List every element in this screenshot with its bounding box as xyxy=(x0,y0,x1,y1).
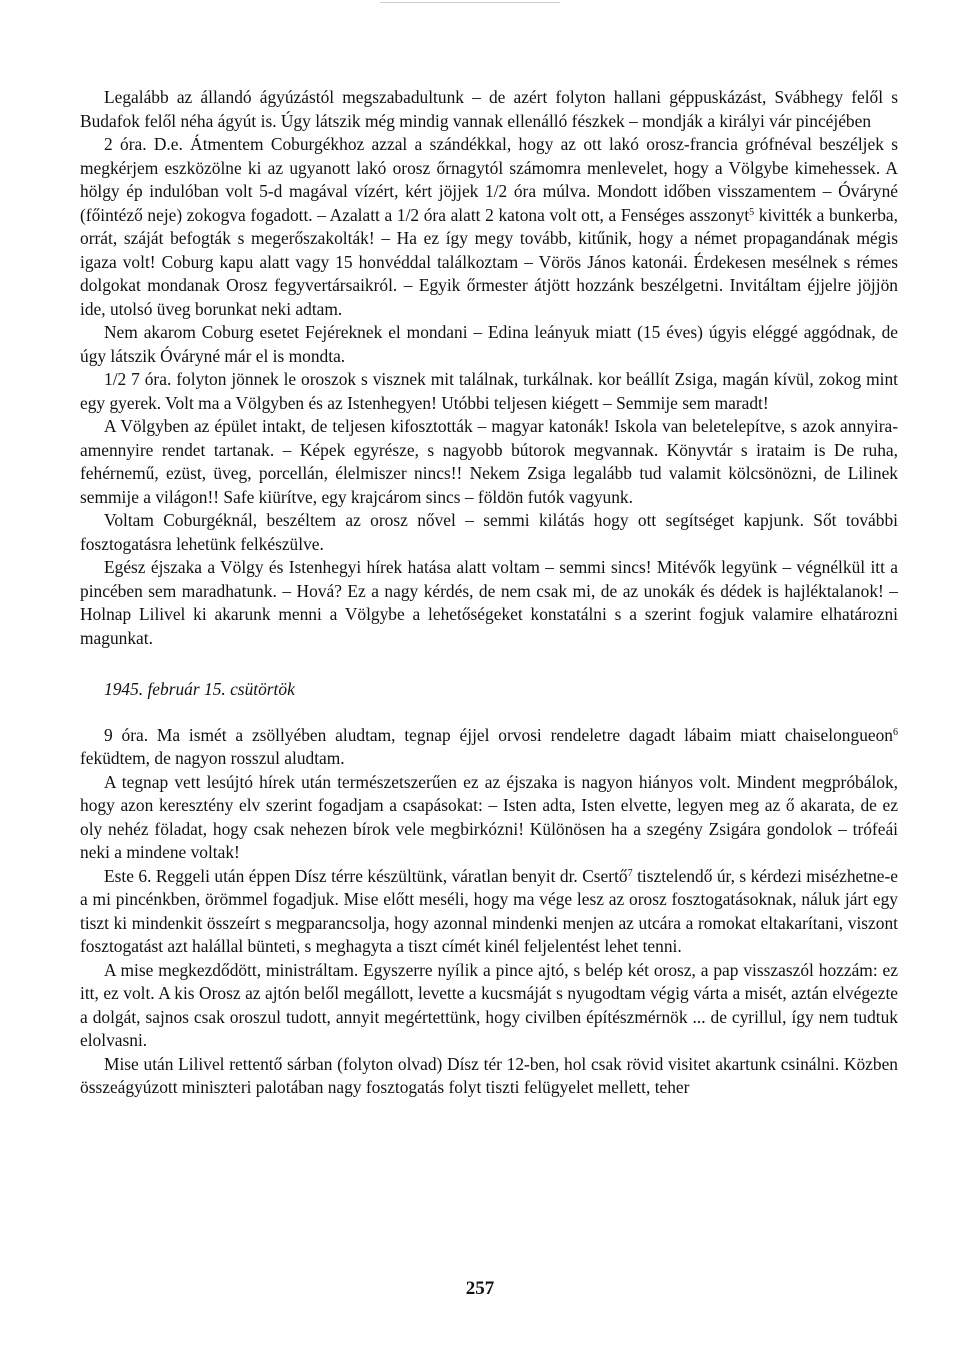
paragraph: A mise megkezdődött, ministráltam. Egyszerre nyílik a pince ajtó, s belép két orosz, a pap visszaszól hozzám: ez itt, ez volt. A kis Orosz az ajtón belől megállott, levette a kucsmáját s nyugodtam végig várta a misét, aztán elvégezte a dolgát, sajnos csak oroszul tudott, annyit megértettünk, hogy civilben építészmérnök ... de cyrillul, így nem tudtuk elolvasni. xyxy=(80,959,898,1050)
paragraph: Nem akarom Coburg esetet Fejéreknek el mondani – Edina leányuk miatt (15 éves) úgyis eléggé aggódnak, de úgy látszik Óváryné már el is mondta. xyxy=(80,322,898,366)
paragraph xyxy=(80,724,898,771)
scan-edge-line xyxy=(380,2,560,3)
paragraph: A tegnap vett lesújtó hírek után természetszerűen ez az éjszaka is nagyon hiányos volt. Mindent megpróbálok, hogy azon keresztény elv szerint fogadjam a csapásokat: – Isten adta, Isten elvette, legyen meg az ő akarata, de ez oly nehéz föladat, hogy csak nehezen bírok vele megbirkózni! Különösen ha a szegény Zsigára gondolok – trófeái neki a mindene voltak! xyxy=(80,771,898,862)
document-page xyxy=(80,86,898,1100)
paragraph-text: Este 6. Reggeli után éppen Dísz térre készültünk, váratlan benyit dr. Csertő xyxy=(104,865,628,886)
paragraph: A Völgyben az épület intakt, de teljesen kifosztották – magyar katonák! Iskola van beletelepítve, s azok annyira-amennyire rendet tartanak. – Képek egyrésze, s nagyobb bútorok megvannak. Könyvtár s irataim is De ruha, fehérnemű, ezüst, üveg, porcellán, élelmiszer nincs!! Nekem Zsiga legalább tud valamit kölcsönözni, de Lilinek semmije a világon!! Safe kiürítve, egy krajcárom sincs – földön futók vagyunk. xyxy=(80,416,898,507)
paragraph-text: tisztelendő úr, s kérdezi misézhetne-e a mi pincénkben, örömmel fogadjuk. Mise előtt meséli, hogy ma vége lesz az orosz fosztogatásoknak, náluk járt egy tiszt ki mindenkit összeírt s megparancsolja, hogy azonnal mindenki menjen az utcára a romokat eltakarítani, viszont fosztogatást azt halállal bünteti, s meghagyta a tiszt címét kinél feljelentést lehet tenni. xyxy=(80,865,898,956)
paragraph: Legalább az állandó ágyúzástól megszabadultunk – de azért folyton hallani géppuskázást, Svábhegy felől s Budafok felől néha ágyút is. Úgy látszik még mindig vannak ellenálló fészkek – mondják a királyi vár pincéjében xyxy=(80,87,898,131)
paragraph: Egész éjszaka a Völgy és Istenhegyi hírek hatása alatt voltam – semmi sincs! Mitévők legyünk – végnélkül itt a pincében sem maradhatunk. – Hová? Ez a nagy kérdés, de nem csak mi, de az unokák és dédek is hajléktalanok! – Holnap Lilivel ki akarunk menni a Völgybe a lehetőségeket konstatálni s a szerint fogjuk valamire elhatározni magunkat. xyxy=(80,557,898,648)
paragraph: Mise után Lilivel rettentő sárban (folyton olvad) Dísz tér 12-ben, hol csak rövid visitet akartunk csinálni. Közben összeágyúzott miniszteri palotában nagy fosztogatás folyt tiszti felügyelet mellett, teher xyxy=(80,1053,898,1097)
paragraph xyxy=(80,865,898,959)
footnote-mark: 6 xyxy=(893,726,898,738)
date-heading: 1945. február 15. csütörtök xyxy=(104,679,295,699)
paragraph-text: 9 óra. Ma ismét a zsöllyében aludtam, tegnap éjjel orvosi rendeletre dagadt lábaim miatt chaiselongueon xyxy=(104,724,893,745)
footnote-mark: 7 xyxy=(627,867,633,879)
paragraph: 1/2 7 óra. folyton jönnek le oroszok s visznek mit találnak, turkálnak. kor beállít Zsiga, magán kívül, zokog mint egy gyerek. Volt ma a Völgyben és az Istenhegyen! Utóbbi teljesen kiégett – Semmije sem maradt! xyxy=(80,369,898,413)
paragraph-text: feküdtem, de nagyon rosszul aludtam. xyxy=(80,748,345,768)
paragraph: Voltam Coburgéknál, beszéltem az orosz nővel – semmi kilátás hogy ott segítséget kapjunk. Sőt további fosztogatásra lehetünk felkészülve. xyxy=(80,510,898,554)
footnote-mark: 5 xyxy=(749,206,755,218)
page-number: 257 xyxy=(465,1278,495,1299)
paragraph-text: kivitték a bunkerba, orrát, száját befogták s megerőszakolták! – Ha ez így megy tovább, kitűnik, hogy a német propagandának mégis igaza volt! Coburg kapu alatt vagy 15 honvéddal találkoztam – Vörös János katonái. Érdekesen mesélnek s rémes dolgokat mondanak Orosz fegyvertársaikról. – Egyik őrmester átjött hozzánk beszélgetni. Invitáltam éjjelre jöjjön ide, utolsó üveg borunkat neki adtam. xyxy=(80,204,898,319)
paragraph xyxy=(80,133,898,321)
paragraph-text: 2 óra. D.e. Átmentem Coburgékhoz azzal a szándékkal, hogy az ott lakó orosz-francia grófnéval beszéljek s megkérjem eszközölne ki az ugyanott lakó orosz őrnagytól számomra menlevelet, hogy a Völgybe kimehessek. A hölgy ép indulóban volt 5-d magával vízért, kért jöjjek 1/2 óra múlva. Mondott időben visszamentem – Óváryné (főintéző neje) zokogva fogadott. – Azalatt a 1/2 óra alatt 2 katona volt ott, a Fenséges asszonyt xyxy=(80,134,898,225)
